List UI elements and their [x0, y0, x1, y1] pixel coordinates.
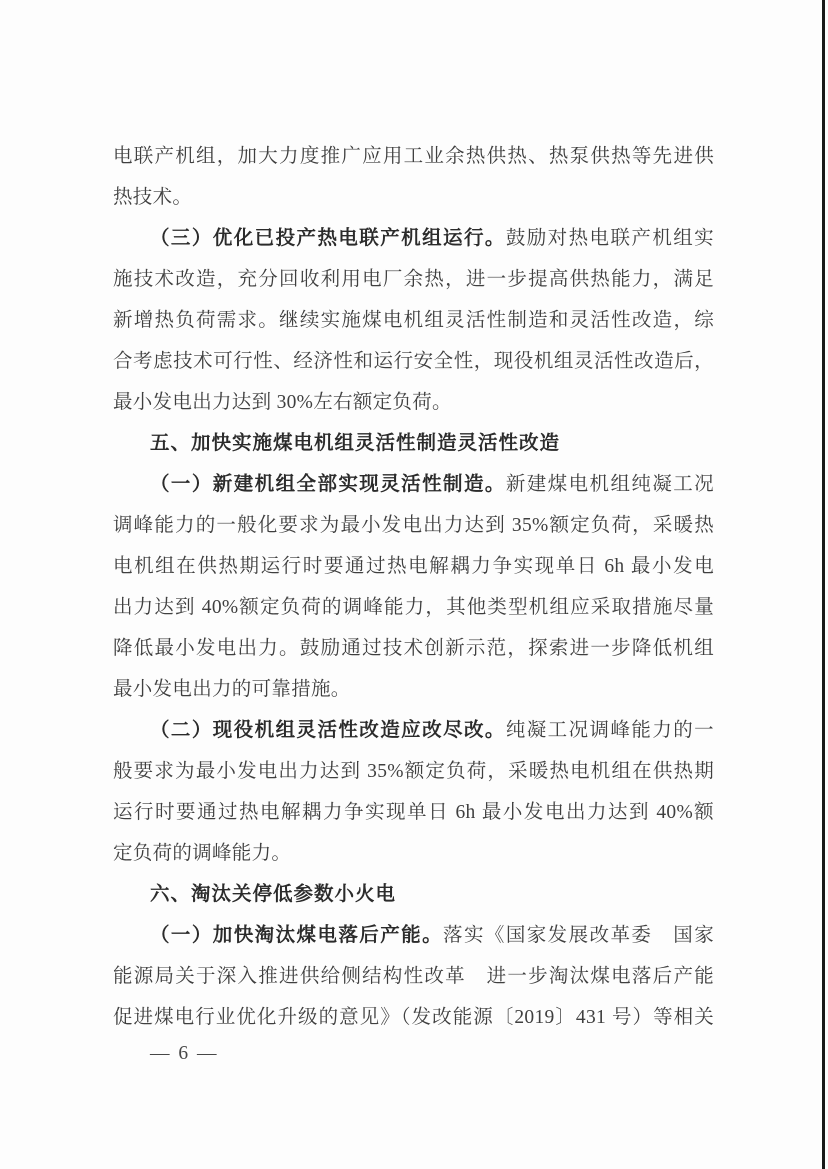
text-line	[113, 136, 714, 177]
bold-lead-text: 六、淘汰关停低参数小火电	[150, 883, 397, 905]
bold-lead-text: （二）现役机组灵活性改造应改尽改。	[150, 720, 506, 741]
body-text: 施技术改造，充分回收利用电厂余热，进一步提高供热能力，满足	[113, 269, 714, 290]
body-text: 降低最小发电出力。鼓励通过技术创新示范，探索进一步降低机组	[113, 638, 714, 659]
body-text: 热技术。	[113, 187, 193, 208]
text-line	[113, 710, 714, 751]
scan-edge-line	[822, 0, 825, 1169]
body-text: 鼓励对热电联产机组实	[505, 228, 714, 249]
text-line	[113, 300, 714, 341]
section-heading	[113, 874, 714, 915]
body-text: 能源局关于深入推进供给侧结构性改革 进一步淘汰煤电落后产能	[113, 966, 714, 987]
text-line	[113, 505, 714, 546]
bold-lead-text: （一）新建机组全部实现灵活性制造。	[150, 474, 506, 495]
body-text: 新增热负荷需求。继续实施煤电机组灵活性制造和灵活性改造，综	[113, 310, 714, 331]
text-line	[113, 259, 714, 300]
body-text: 落实《国家发展改革委 国家	[443, 925, 714, 946]
bold-lead-text: （一）加快淘汰煤电落后产能。	[150, 925, 444, 946]
text-line	[113, 218, 714, 259]
document-text-block	[113, 136, 714, 1038]
text-line	[113, 628, 714, 669]
text-line	[113, 464, 714, 505]
text-line	[113, 382, 714, 423]
text-line	[113, 177, 714, 218]
bold-lead-text: （三）优化已投产热电联产机组运行。	[150, 228, 506, 249]
text-line	[113, 669, 714, 710]
body-text: 调峰能力的一般化要求为最小发电出力达到 35%额定负荷，采暖热	[113, 515, 714, 536]
body-text: 出力达到 40%额定负荷的调峰能力，其他类型机组应采取措施尽量	[113, 597, 714, 618]
body-text: 电机组在供热期运行时要通过热电解耦力争实现单日 6h 最小发电	[113, 556, 714, 577]
body-text: 最小发电出力达到 30%左右额定负荷。	[113, 392, 452, 413]
body-text: 运行时要通过热电解耦力争实现单日 6h 最小发电出力达到 40%额	[113, 802, 714, 823]
text-line	[113, 751, 714, 792]
text-line	[113, 587, 714, 628]
text-line	[113, 341, 714, 382]
text-line	[113, 915, 714, 956]
bold-lead-text: 五、加快实施煤电机组灵活性制造灵活性改造	[150, 432, 561, 454]
body-text: 合考虑技术可行性、经济性和运行安全性，现役机组灵活性改造后，	[113, 351, 714, 372]
text-line	[113, 546, 714, 587]
body-text: 般要求为最小发电出力达到 35%额定负荷，采暖热电机组在供热期	[113, 761, 714, 782]
text-line	[113, 833, 714, 874]
text-line	[113, 956, 714, 997]
body-text: 电联产机组，加大力度推广应用工业余热供热、热泵供热等先进供	[113, 146, 714, 167]
text-line	[113, 997, 714, 1038]
text-line	[113, 792, 714, 833]
body-text: 定负荷的调峰能力。	[113, 843, 292, 864]
body-text: 促进煤电行业优化升级的意见》（发改能源〔2019〕431 号）等相关	[113, 1007, 714, 1028]
page-number: — 6 —	[150, 1043, 219, 1064]
section-heading	[113, 423, 714, 464]
body-text: 最小发电出力的可靠措施。	[113, 679, 351, 700]
body-text: 纯凝工况调峰能力的一	[505, 720, 714, 741]
body-text: 新建煤电机组纯凝工况	[505, 474, 714, 495]
